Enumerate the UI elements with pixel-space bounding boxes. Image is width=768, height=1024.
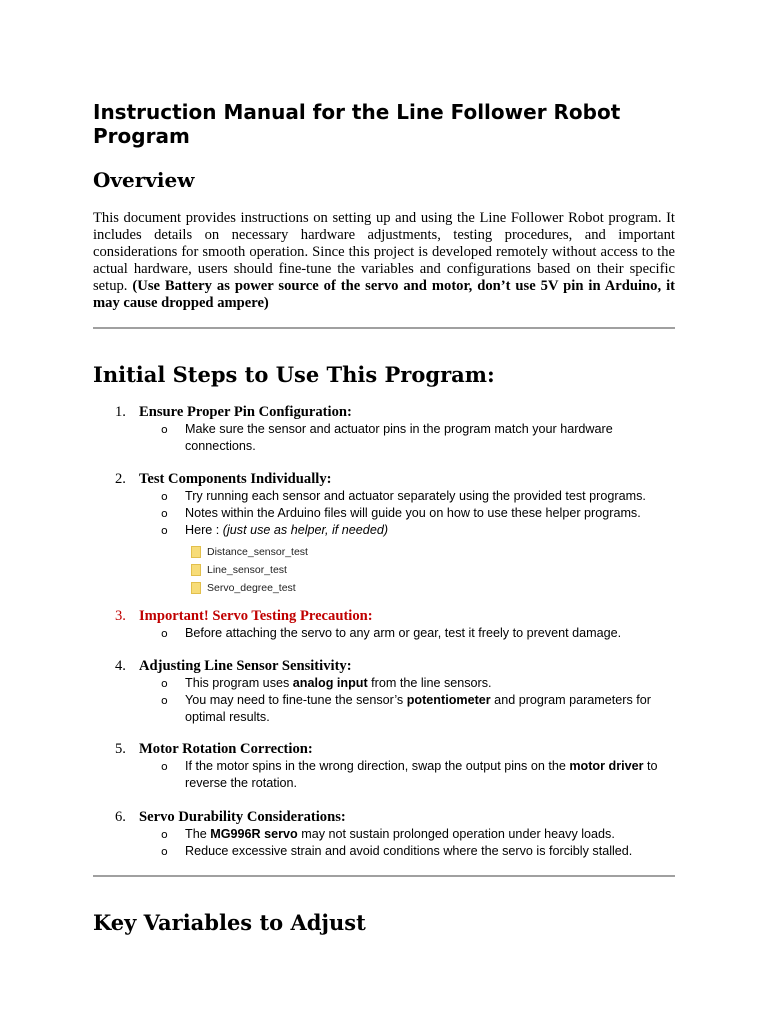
item-text: from the line sensors. bbox=[367, 676, 492, 690]
initial-steps-heading: Initial Steps to Use This Program: bbox=[93, 362, 495, 387]
step-heading: Important! Servo Testing Precaution: bbox=[139, 608, 373, 624]
bullet-icon: o bbox=[161, 677, 168, 690]
sub-list bbox=[93, 826, 675, 860]
step-heading: Ensure Proper Pin Configuration: bbox=[139, 404, 352, 420]
document-title: Instruction Manual for the Line Follower Robot Program bbox=[93, 100, 621, 148]
step-number: 4. bbox=[115, 658, 126, 674]
sub-list bbox=[93, 421, 675, 455]
list-item bbox=[93, 522, 675, 539]
file-item-line-sensor-test[interactable] bbox=[191, 561, 308, 579]
item-bold: potentiometer bbox=[406, 693, 491, 707]
folder-icon bbox=[191, 582, 201, 594]
overview-paragraph bbox=[93, 210, 675, 312]
bullet-icon: o bbox=[161, 490, 168, 503]
item-bold: MG996R servo bbox=[210, 827, 298, 841]
bullet-icon: o bbox=[161, 845, 168, 858]
list-item bbox=[93, 505, 675, 522]
bullet-icon: o bbox=[161, 423, 168, 436]
bullet-icon: o bbox=[161, 760, 168, 773]
overview-text: This document provides instructions on setting up and using the Line Follower Robot program. It includes details on necessary hardware adjustments, testing procedures, and important considerations for smooth operation. Since this project is developed remotely without access to the actual hardware, users should fine-tune the variables and configurations based on their specific setup. bbox=[93, 210, 675, 294]
sub-list bbox=[93, 675, 675, 726]
step-heading: Servo Durability Considerations: bbox=[139, 809, 346, 825]
horizontal-rule bbox=[93, 327, 675, 329]
list-item bbox=[93, 625, 675, 642]
bullet-icon: o bbox=[161, 694, 168, 707]
item-text: You may need to fine-tune the sensor’s bbox=[185, 693, 407, 707]
bullet-icon: o bbox=[161, 627, 168, 640]
item-text: and program parameters for optimal results. bbox=[185, 693, 651, 724]
file-item-servo-degree-test[interactable] bbox=[191, 579, 308, 597]
step-number: 3. bbox=[115, 608, 126, 624]
overview-bold-note: (Use Battery as power source of the servo and motor, don’t use 5V pin in Arduino, it may cause dropped ampere) bbox=[93, 278, 675, 311]
bullet-icon: o bbox=[161, 524, 168, 537]
step-heading: Adjusting Line Sensor Sensitivity: bbox=[139, 658, 352, 674]
sub-list bbox=[93, 488, 675, 539]
bullet-icon: o bbox=[161, 507, 168, 520]
step-heading: Test Components Individually: bbox=[139, 471, 332, 487]
item-text: Try running each sensor and actuator separately using the provided test programs. bbox=[185, 489, 646, 503]
item-text: may not sustain prolonged operation under heavy loads. bbox=[297, 827, 615, 841]
sub-list bbox=[93, 758, 675, 792]
list-item bbox=[93, 675, 675, 692]
file-name: Distance_sensor_test bbox=[207, 546, 308, 558]
key-variables-heading: Key Variables to Adjust bbox=[93, 910, 366, 935]
item-text: This program uses bbox=[185, 676, 293, 690]
step-number: 2. bbox=[115, 471, 126, 487]
folder-icon bbox=[191, 546, 201, 558]
file-name: Line_sensor_test bbox=[207, 564, 287, 576]
here-label: Here : bbox=[185, 523, 223, 537]
list-item bbox=[93, 488, 675, 505]
folder-icon bbox=[191, 564, 201, 576]
file-name: Servo_degree_test bbox=[207, 582, 296, 594]
step-number: 1. bbox=[115, 404, 126, 420]
file-item-distance-sensor-test[interactable] bbox=[191, 543, 308, 561]
file-list bbox=[191, 543, 308, 597]
item-text: to reverse the rotation. bbox=[185, 759, 658, 790]
list-item bbox=[93, 758, 675, 792]
item-bold: analog input bbox=[292, 676, 368, 690]
here-note: (just use as helper, if needed) bbox=[222, 523, 389, 537]
item-text: Before attaching the servo to any arm or gear, test it freely to prevent damage. bbox=[185, 626, 622, 640]
bullet-icon: o bbox=[161, 828, 168, 841]
item-text: The bbox=[185, 827, 211, 841]
sub-list bbox=[93, 625, 675, 642]
item-text: Make sure the sensor and actuator pins in the program match your hardware connections. bbox=[185, 422, 613, 453]
overview-heading: Overview bbox=[93, 168, 195, 192]
item-text: Notes within the Arduino files will guide you on how to use these helper programs. bbox=[185, 506, 641, 520]
list-item bbox=[93, 826, 675, 843]
list-item bbox=[93, 843, 675, 860]
list-item bbox=[93, 692, 675, 726]
step-number: 5. bbox=[115, 741, 126, 757]
step-number: 6. bbox=[115, 809, 126, 825]
list-item bbox=[93, 421, 675, 455]
item-text: Reduce excessive strain and avoid conditions where the servo is forcibly stalled. bbox=[185, 844, 633, 858]
horizontal-rule bbox=[93, 875, 675, 877]
item-bold: motor driver bbox=[569, 759, 644, 773]
item-text: If the motor spins in the wrong direction, swap the output pins on the bbox=[185, 759, 570, 773]
step-heading: Motor Rotation Correction: bbox=[139, 741, 313, 757]
